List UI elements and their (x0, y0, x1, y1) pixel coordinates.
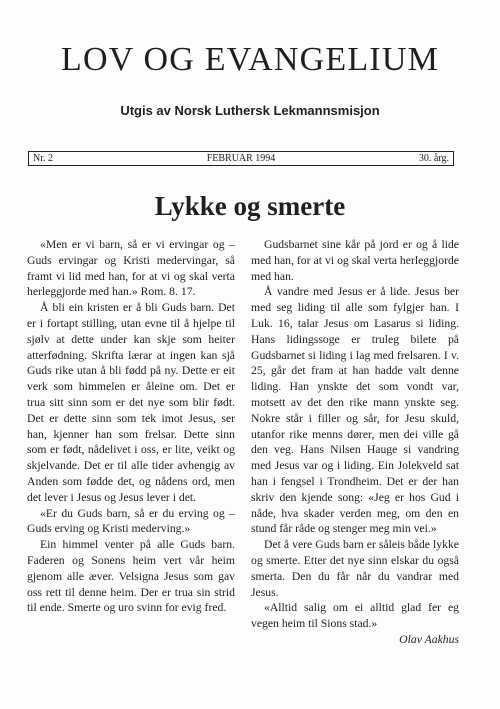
right-paragraph-3: Det å vere Guds barn er såleis både lykke og smerte. Etter det nye sinn elskar du også smerta. Den du får når du vandrar med Jesus. (251, 538, 459, 599)
masthead-subtitle: Utgis av Norsk Luthersk Lekmannsmisjon (120, 103, 380, 118)
left-paragraph-1: «Men er vi barn, så er vi ervingar og – Guds ervingar og Kristi medervingar, så framt vi lid med han, for at vi og skal verta herleggjorde med han.» Rom. 8. 17. (27, 238, 235, 299)
article-title: Lykke og smerte (154, 191, 346, 221)
right-paragraph-1: Gudsbarnet sine kår på jord er og å lide med han, for at vi og skal verta herleggjorde med han. (251, 238, 459, 283)
issue-date: FEBRUAR 1994 (206, 152, 276, 164)
author-signature: Olav Aakhus (399, 632, 459, 646)
left-paragraph-3: «Er du Guds barn, så er du erving og – Guds erving og Kristi mederving.» (27, 506, 235, 536)
issue-number: Nr. 2 (33, 152, 53, 164)
left-column (27, 237, 235, 616)
left-paragraph-2: Å bli ein kristen er å bli Guds barn. Det er i fortapt stilling, utan evne til å hjelpe til sjølv at dette under kan skje som heiter atterfødning. Skrifta lærar at ingen kan sjå Guds rike utan å bli fødd på ny. Dette er eit verk som himmelen er åleine om. Det er trua sitt sinn som er det nye som blir født. Det er dette sinn som tek imot Jesus, ser han, kjenner han som frelsar. Dette sinn som er født, nådelivet i oss, er lite, veikt og skjelvande. Det er til alle tider avhengig av Anden som fødde det, og nådens ord, men det lever i Jesus og Jesus lever i det. (27, 301, 235, 504)
right-column (251, 237, 459, 648)
issue-volume: 30. årg. (418, 152, 449, 164)
right-paragraph-2: Å vandre med Jesus er å lide. Jesus ber med seg liding til alle som fylgjer han. I Luk. 16, talar Jesus om Lasarus si liding. Hans lidingssoge er truleg bilete på Gudsbarnet si liding i lag med frelsaren. I v. 25, går det fram at han hadde valt denne liding. Han ynskte det som vondt var, motsett av det den rike mann ynskte seg. Nokre står i filler og sår, for Jesu skuld, utanfor rike menns dører, men dei ville gå den veg. Hans Nilsen Hauge si vandring med Jesus var og i liding. Ein Jolekveld sat han i fengsel i Trondheim. Det er der han skriv den kjende song: «Jeg er hos Gud i nåde, hva skader verden meg, om den en stund får råde og stenger meg min vei.» (251, 285, 459, 536)
issue-bar (28, 151, 454, 166)
masthead-title: LOV OG EVANGELIUM (60, 41, 439, 78)
left-paragraph-4: Ein himmel venter på alle Guds barn. Faderen og Sonens heim vert vår heim gjenom alle æver. Velsigna Jesus som gav oss rett til denne heim. Der er trua sin strid til ende. Smerte og uro svinn for evig fred. (27, 538, 235, 615)
right-paragraph-4: «Alltid salig om ei alltid glad fer eg vegen heim til Sions stad.» (251, 601, 459, 631)
